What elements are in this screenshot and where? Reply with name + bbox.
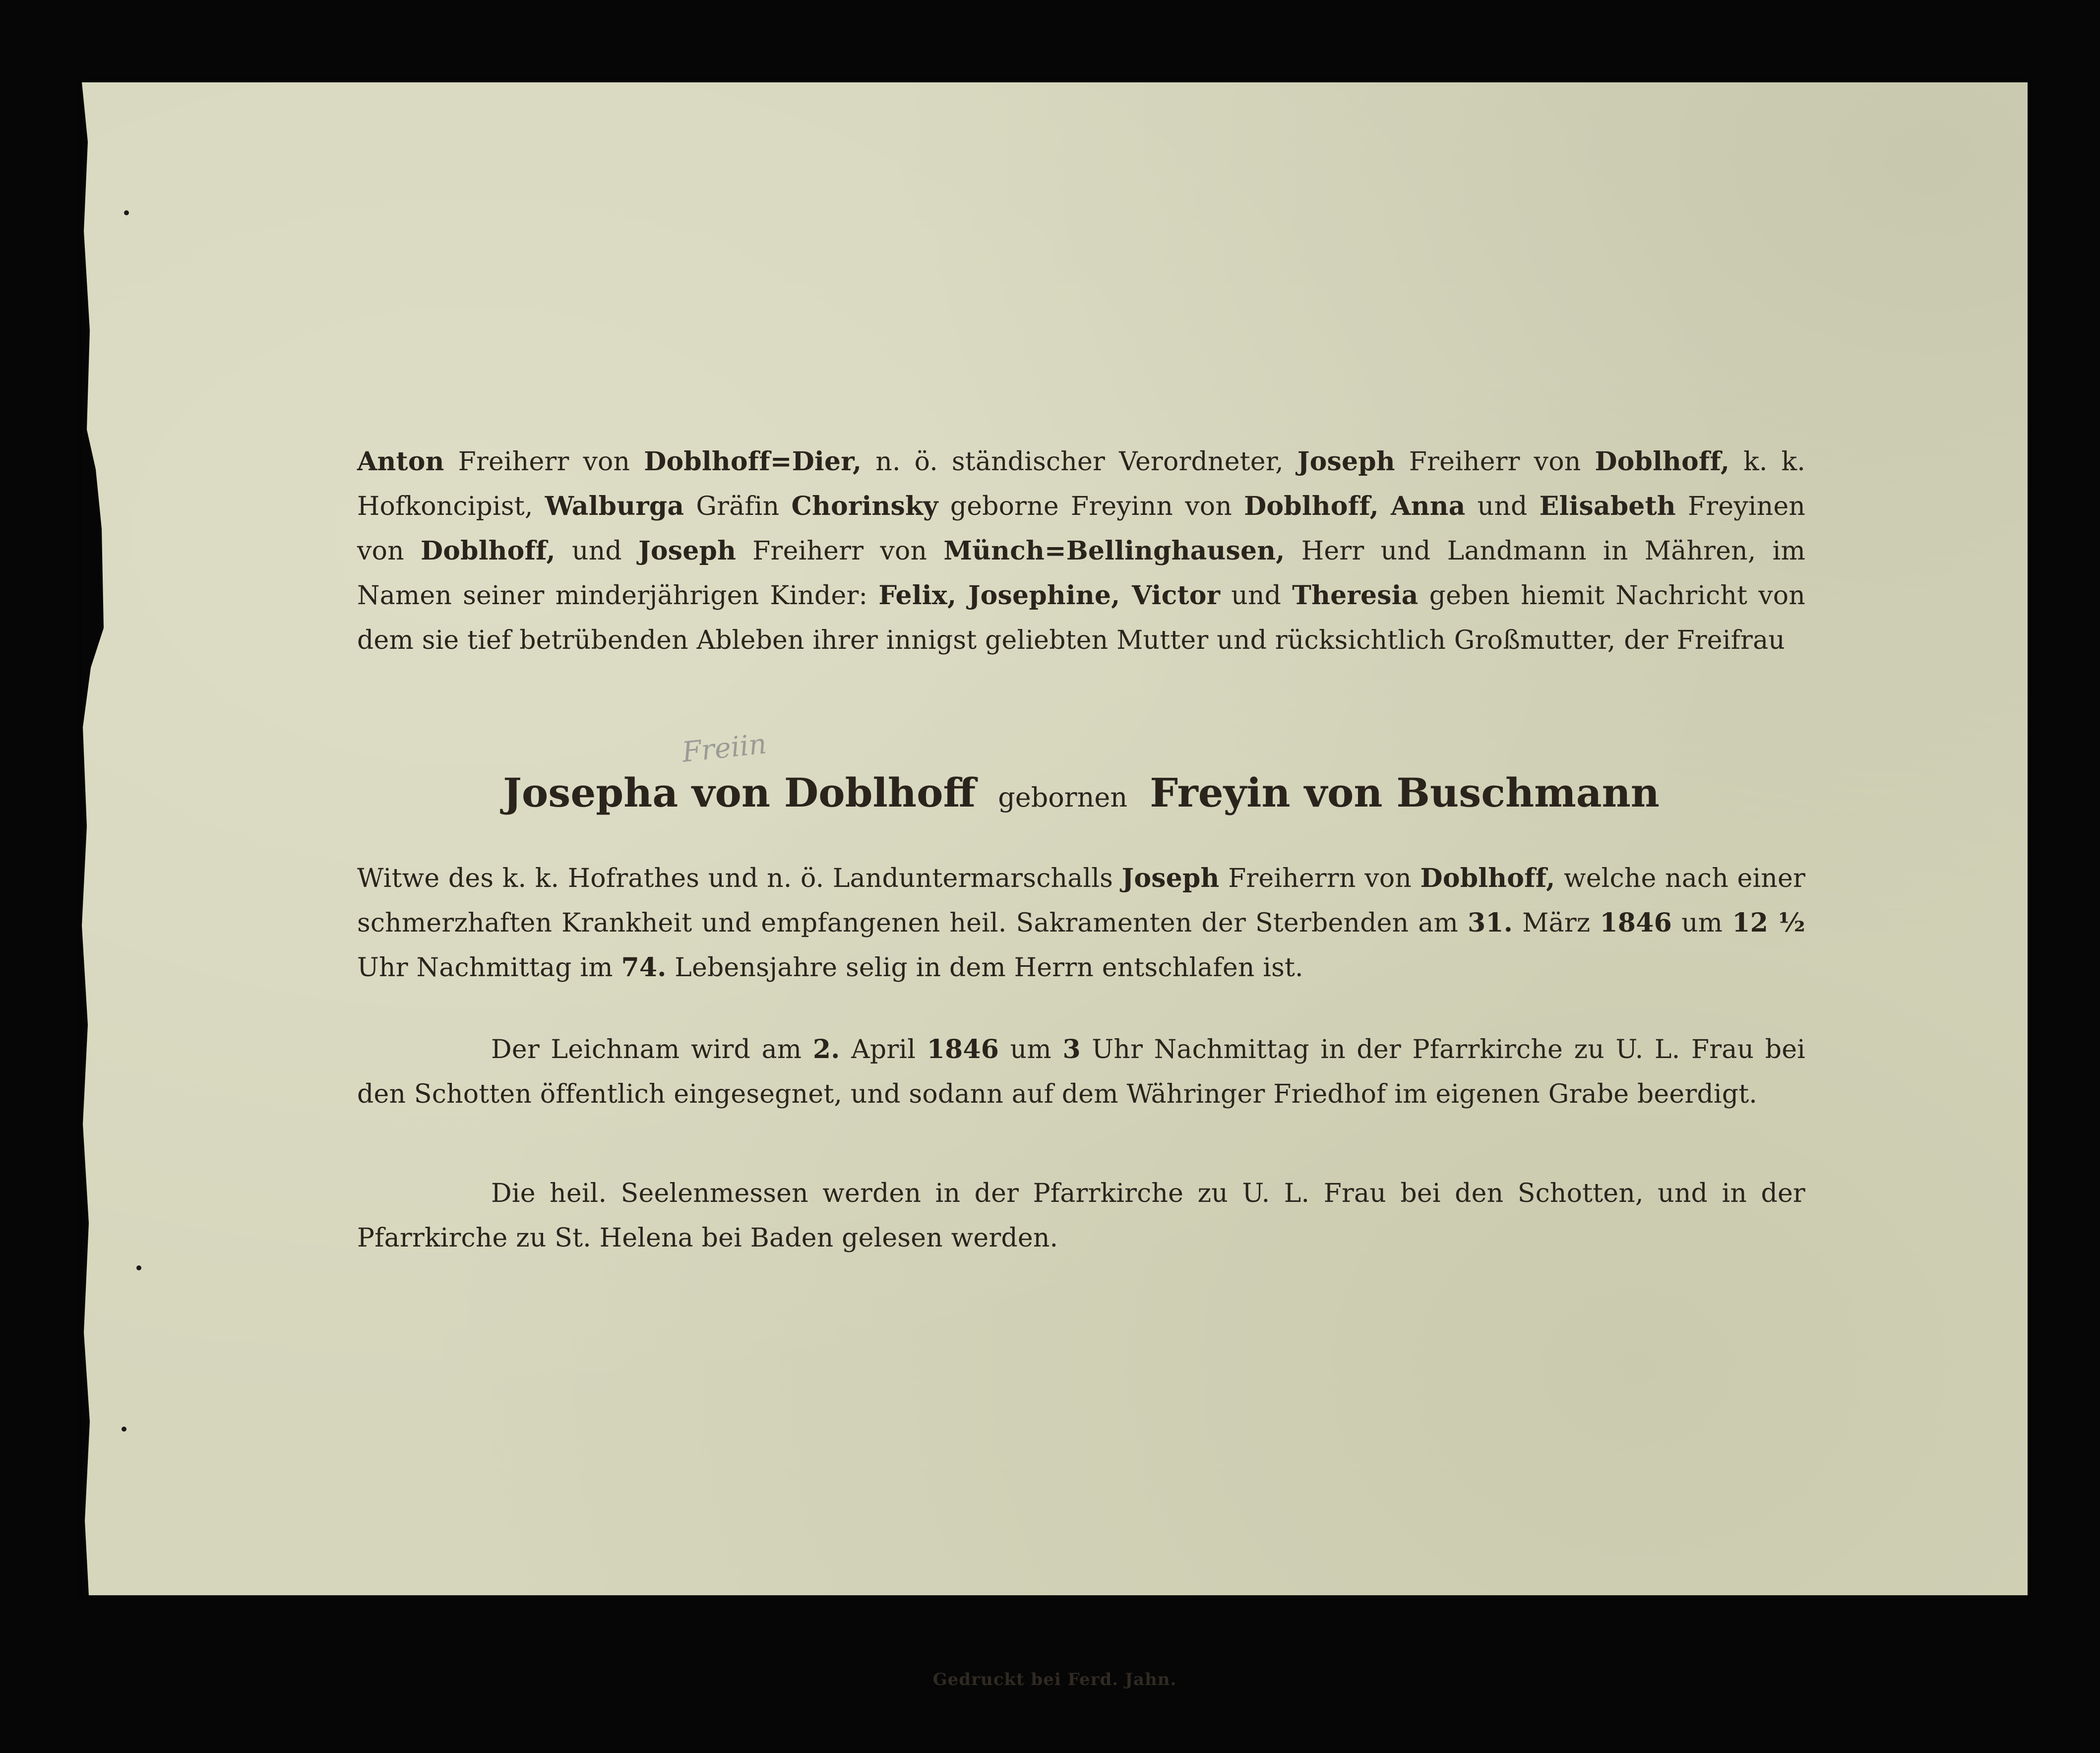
masses-paragraph (357, 1171, 1805, 1260)
bold-text-run: Felix, Josephine, Victor (878, 580, 1221, 611)
bold-text-run: Walburga (545, 491, 684, 521)
bold-text-run: Doblhoff, (420, 536, 556, 566)
text-run: Witwe des k. k. Hofrathes und n. ö. Landuntermarschalls (357, 864, 1122, 893)
printer-imprint: Gedruckt bei Ferd. Jahn. (932, 1670, 1177, 1690)
announcement-paragraph (357, 439, 1805, 663)
bold-text-run: Doblhoff, (1244, 491, 1379, 521)
text-run: Freiherr von (736, 536, 944, 566)
bold-text-run: Theresia (1292, 580, 1419, 611)
bold-text-run: Doblhoff, (1595, 446, 1730, 477)
text-run: welche nach einer schmerzhaften Krankheit und empfangenen heil. Sakramenten der Sterbenden am (357, 864, 1805, 938)
deceased-name-line (357, 769, 1805, 816)
bold-text-run: 1846 (1600, 908, 1672, 938)
maiden-name: Freyin von Buschmann (1150, 769, 1660, 816)
bold-text-run: 1846 (926, 1034, 999, 1064)
text-run (1379, 492, 1391, 521)
bold-text-run: 2. (812, 1034, 840, 1064)
text-run: Freiherr von (1395, 447, 1595, 477)
text-run: und (1220, 581, 1293, 611)
text-run: Gräfin (684, 492, 792, 521)
bold-text-run: 31. (1468, 908, 1513, 938)
text-run: geben hiemit Nachricht von dem sie tief betrübenden Ableben ihrer innigst geliebten Mutter und rücksichtlich Großmutter, der Freifrau (357, 581, 1805, 655)
bold-text-run: Joseph (638, 536, 737, 566)
torn-left-edge (82, 82, 112, 1595)
text-run: Uhr Nachmittag in der Pfarrkirche zu U. L. Frau bei den Schotten öffentlich eingesegnet, und sodann auf dem Währinger Friedhof im eigenen Grabe beerdigt. (357, 1035, 1806, 1109)
pinhole (124, 210, 129, 215)
text-run: Freiherrn von (1219, 864, 1421, 893)
text-run: Uhr Nachmittag im (357, 953, 621, 983)
text-run: um (1671, 908, 1732, 938)
bold-text-run: Anton (357, 446, 444, 477)
bold-text-run: Joseph (1121, 863, 1220, 893)
text-run: k. k. Hofkoncipist, (357, 447, 1805, 521)
text-run: und (555, 536, 639, 566)
name-connector: gebornen (998, 782, 1128, 813)
bold-text-run: Elisabeth (1539, 491, 1676, 521)
text-run: Herr und Landmann in Mähren, im Namen seiner minderjährigen Kinder: (357, 536, 1806, 611)
deceased-name: Josepha von Doblhoff (503, 769, 976, 816)
death-details-paragraph (357, 856, 1805, 990)
text-run: geborne Freyinn von (938, 492, 1244, 521)
bold-text-run: Doblhoff=Dier, (644, 446, 862, 477)
bold-text-run: Anna (1391, 491, 1466, 521)
bold-text-run: Münch=Bellinghausen, (943, 536, 1285, 566)
handwritten-annotation: Freiin (680, 728, 768, 769)
bold-text-run: 12 ½ (1732, 908, 1805, 938)
text-run: und (1465, 492, 1540, 521)
text-run: Freiherr von (444, 447, 644, 477)
bold-text-run: 74. (621, 952, 667, 983)
text-run: n. ö. ständischer Verordneter, (862, 447, 1297, 477)
pinhole (122, 1427, 126, 1432)
text-run: Lebensjahre selig in dem Herrn entschlafen ist. (666, 953, 1303, 983)
bold-text-run: Chorinsky (791, 491, 938, 521)
text-run: Freyinen von (357, 492, 1805, 566)
bold-text-run: Joseph (1297, 446, 1395, 477)
text-run: Die heil. Seelenmessen werden in der Pfarrkirche zu U. L. Frau bei den Schotten, und in der Pfarrkirche zu St. Helena bei Baden gelesen werden. (357, 1179, 1805, 1253)
text-run: Der Leichnam wird am (491, 1035, 813, 1064)
funeral-paragraph (357, 1027, 1805, 1117)
bold-text-run: Doblhoff, (1420, 863, 1555, 893)
text-run: um (999, 1035, 1063, 1064)
bold-text-run: 3 (1062, 1034, 1081, 1064)
pinhole (136, 1265, 141, 1270)
text-run: April (840, 1035, 927, 1064)
text-run: März (1513, 908, 1600, 938)
paper-sheet (82, 82, 2028, 1690)
